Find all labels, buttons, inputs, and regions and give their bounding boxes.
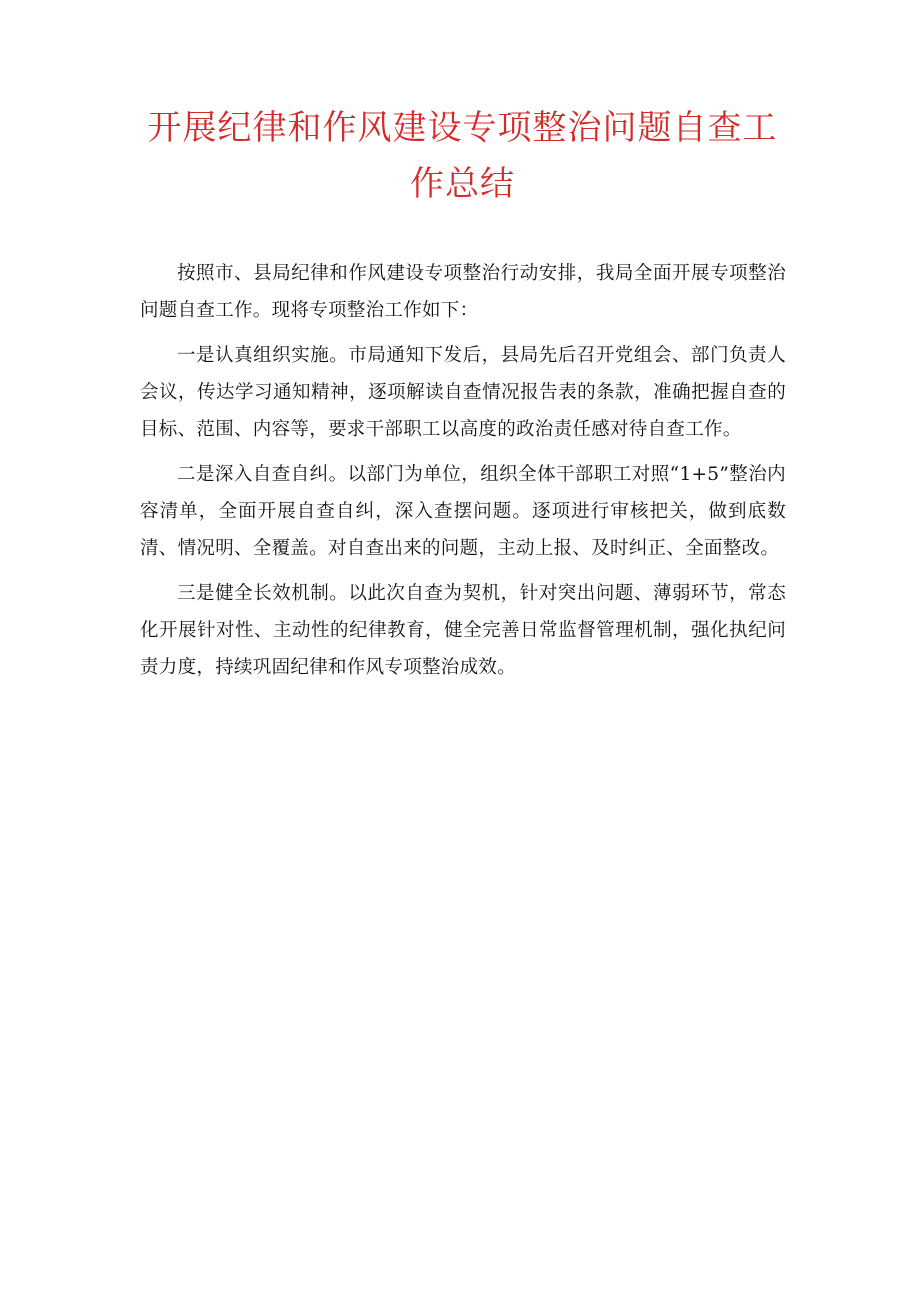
paragraph-self-inspection: 二是深入自查自纠。以部门为单位，组织全体干部职工对照“1+5”整治内容清单，全面开展自查自纠，深入查摆问题。逐项进行审核把关，做到底数清、情况明、全覆盖。对自查出来的问题，主动上报、及时纠正、全面整改。 bbox=[140, 464, 786, 559]
paragraph-long-term-mechanism: 三是健全长效机制。以此次自查为契机，针对突出问题、薄弱环节，常态化开展针对性、主动性的纪律教育，健全完善日常监督管理机制，强化执纪问责力度，持续巩固纪律和作风专项整治成效。 bbox=[140, 583, 786, 678]
paragraph-intro: 按照市、县局纪律和作风建设专项整治行动安排，我局全面开展专项整治问题自查工作。现将专项整治工作如下： bbox=[140, 263, 786, 321]
document-body bbox=[140, 255, 786, 694]
paragraph-organize-implementation: 一是认真组织实施。市局通知下发后，县局先后召开党组会、部门负责人会议，传达学习通知精神，逐项解读自查情况报告表的条款，准确把握自查的目标、范围、内容等，要求干部职工以高度的政治责任感对待自查工作。 bbox=[140, 345, 786, 440]
document-title: 开展纪律和作风建设专项整治问题自查工作总结 bbox=[147, 108, 778, 204]
